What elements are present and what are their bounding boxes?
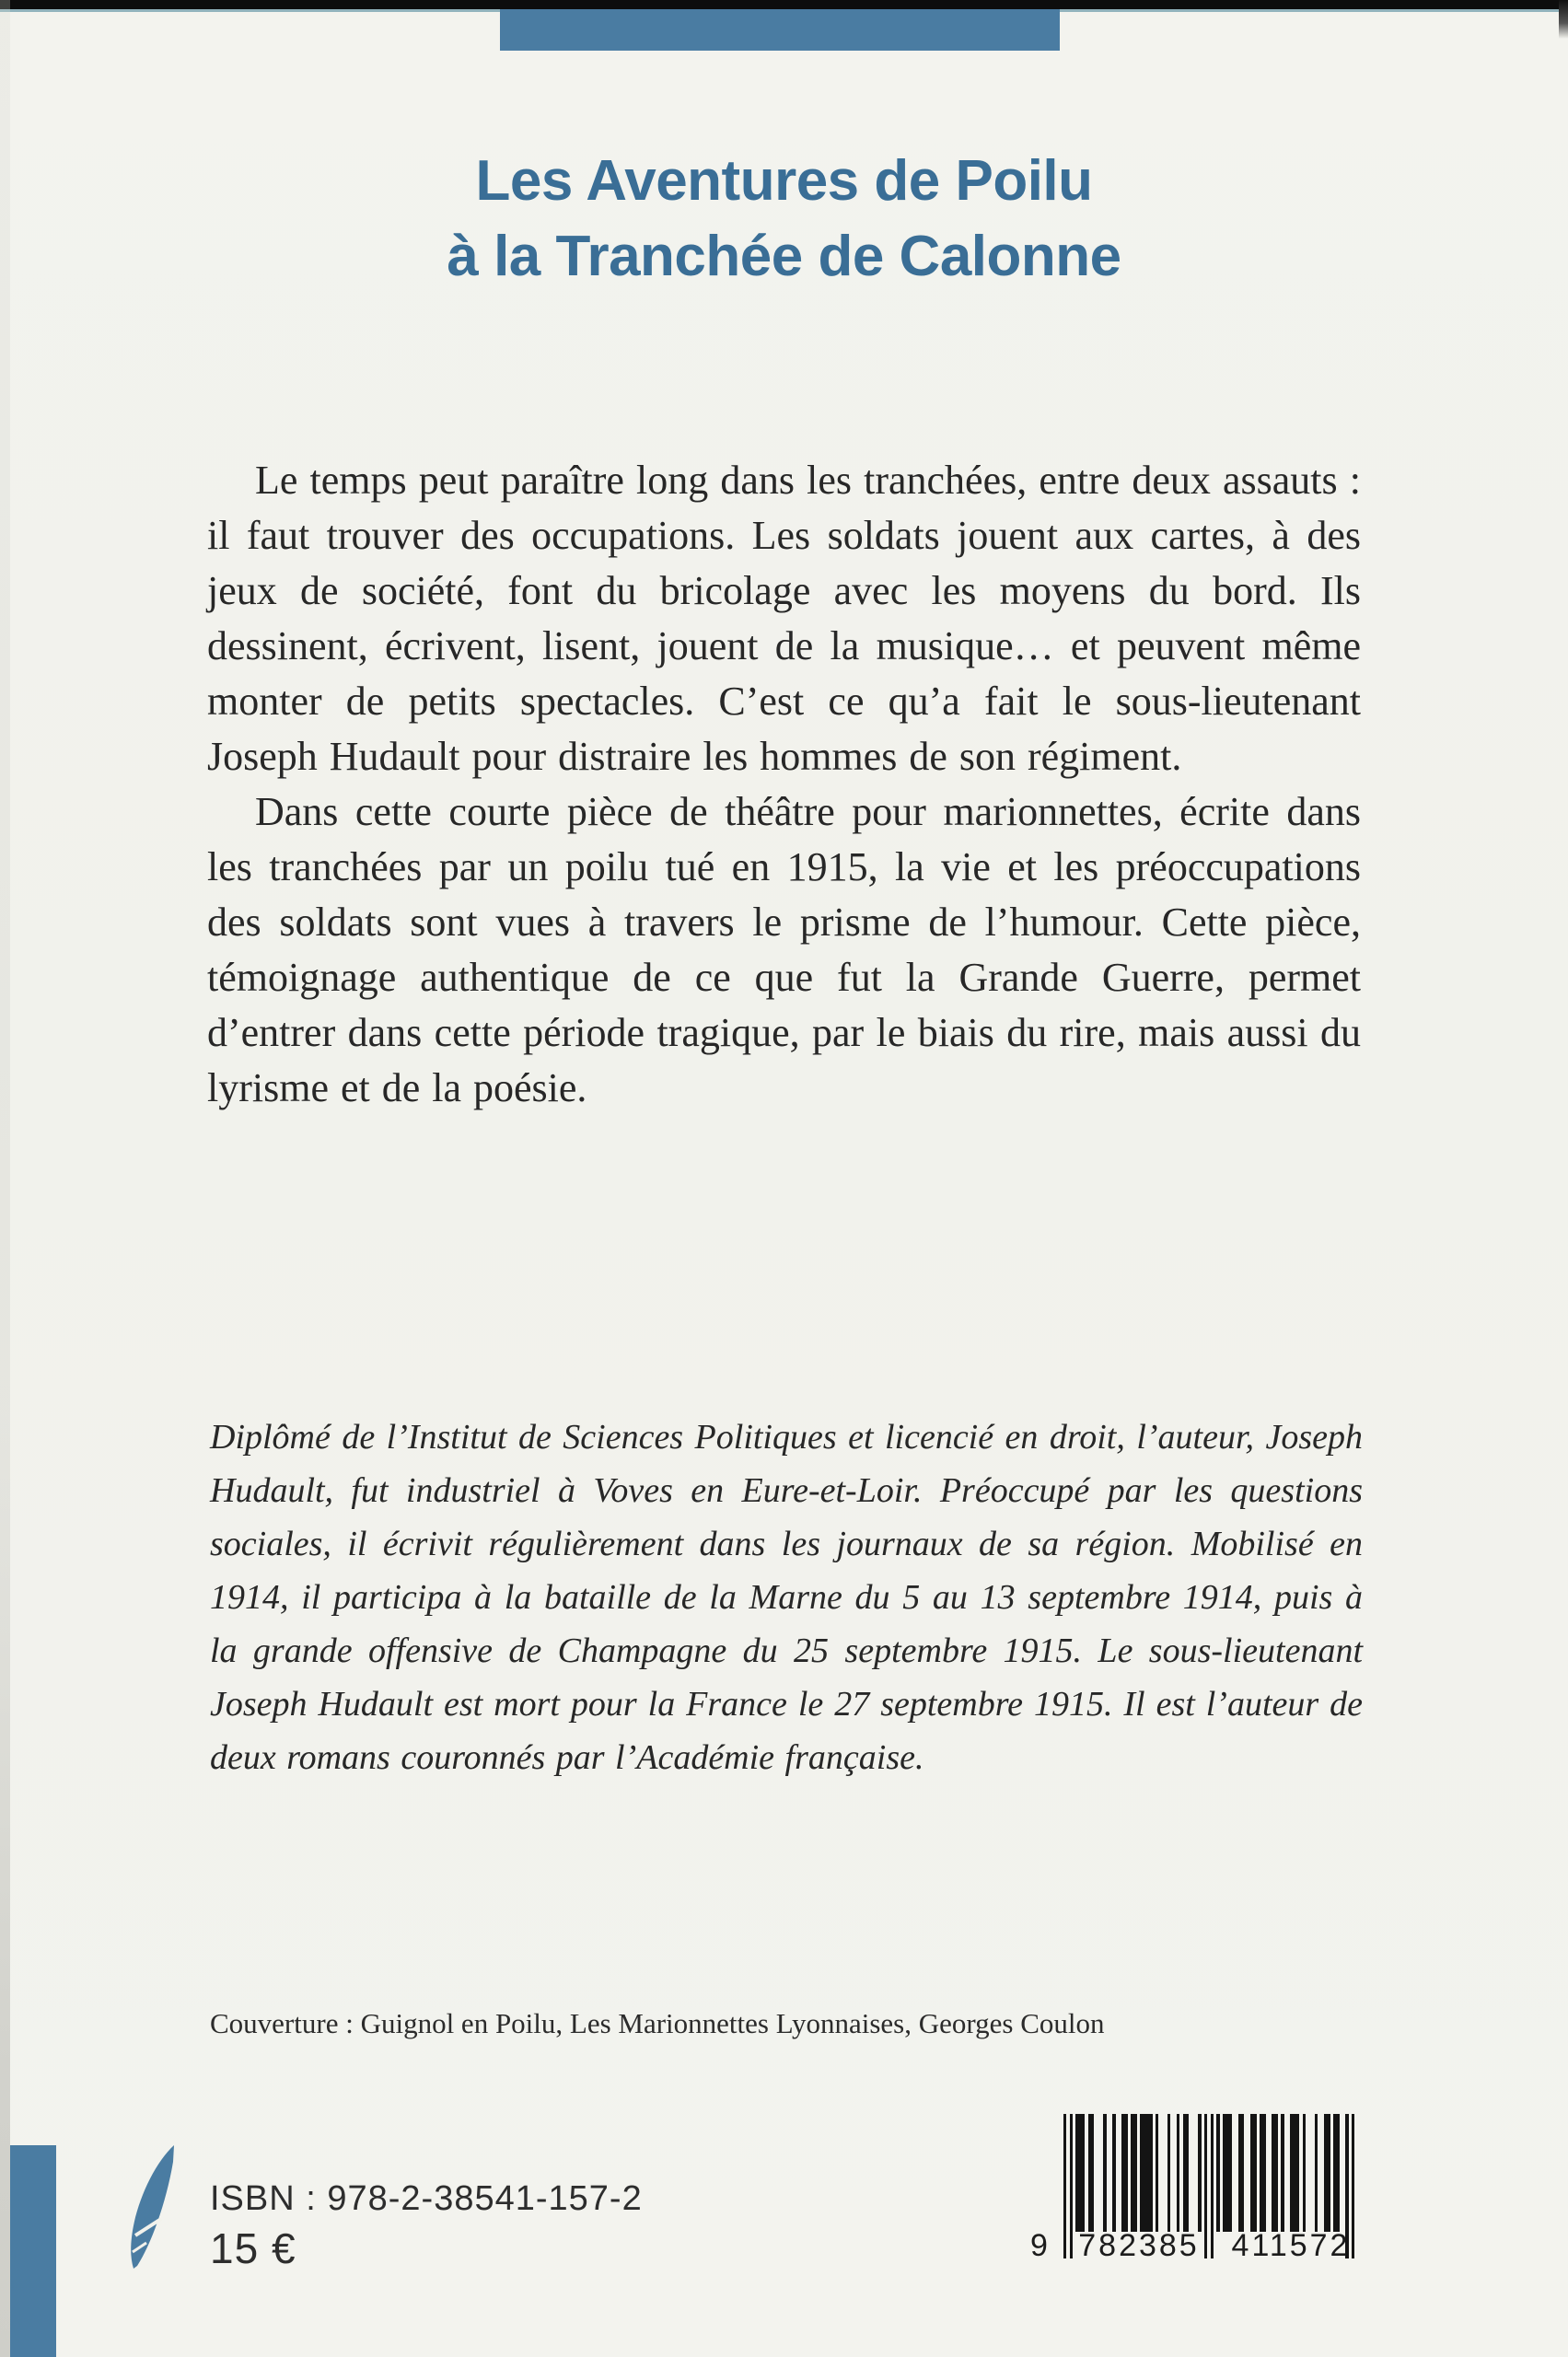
scan-left-margin xyxy=(0,0,10,2357)
isbn-price-block xyxy=(210,2178,643,2272)
author-bio xyxy=(210,1411,1363,1784)
barcode-digit-leading: 9 xyxy=(1030,2228,1048,2263)
cover-credit-line: Couverture : Guignol en Poilu, Les Marionnettes Lyonnaises, Georges Coulon xyxy=(210,2007,1105,2039)
barcode-digits-right-group: 411572 xyxy=(1231,2228,1351,2263)
price-label: 15 € xyxy=(210,2224,296,2272)
barcode-digits-left-group: 782385 xyxy=(1078,2228,1200,2263)
author-bio-paragraph: Diplômé de l’Institut de Sciences Politiques et licencié en droit, l’auteur, Joseph Hudault, fut industriel à Voves en Eure-et-Loir. Préoccupé par les questions sociales, il écrivit régulièrement dans les journaux de sa région. Mobilisé en 1914, il participa à la bataille de la Marne du 5 au 13 septembre 1914, puis à la grande offensive de Champagne du 25 septembre 1915. Le sous-lieutenant Joseph Hudault est mort pour la France le 27 septembre 1915. Il est l’auteur de deux romans couronnés par l’Académie française. xyxy=(210,1418,1363,1777)
book-title-line-2: à la Tranchée de Calonne xyxy=(447,225,1121,288)
barcode-digits xyxy=(1030,2228,1391,2264)
ean13-barcode xyxy=(1030,2114,1358,2269)
isbn-label: ISBN : 978-2-38541-157-2 xyxy=(210,2179,643,2218)
synopsis xyxy=(207,453,1361,1116)
book-title xyxy=(0,144,1568,295)
publisher-blue-stripe xyxy=(10,2145,56,2357)
publisher-feather-logo xyxy=(122,2143,181,2270)
book-title-line-1: Les Aventures de Poilu xyxy=(475,149,1093,213)
synopsis-paragraph-2: Dans cette courte pièce de théâtre pour marionnettes, écrite dans les tranchées par un poilu tué en 1915, la vie et les préoccupations des soldats sont vues à travers le prisme de l’humour. Cette pièce, témoignage authentique de ce que fut la Grande Guerre, permet d’entrer dans cette période tragique, par le biais du rire, mais aussi du lyrisme et de la poésie. xyxy=(207,789,1361,1110)
synopsis-paragraph-1: Le temps peut paraître long dans les tranchées, entre deux assauts : il faut trouver des occupations. Les soldats jouent aux cartes, à des jeux de société, font du bricolage avec les moyens du bord. Ils dessinent, écrivent, lisent, jouent de la musique… et peuvent même monter de petits spectacles. C’est ce qu’a fait le sous-lieutenant Joseph Hudault pour distraire les hommes de son régiment. xyxy=(207,458,1361,779)
cover-top-blue-band xyxy=(500,9,1060,51)
scan-top-edge xyxy=(0,0,1568,9)
scan-right-corner-shadow xyxy=(1559,0,1568,39)
